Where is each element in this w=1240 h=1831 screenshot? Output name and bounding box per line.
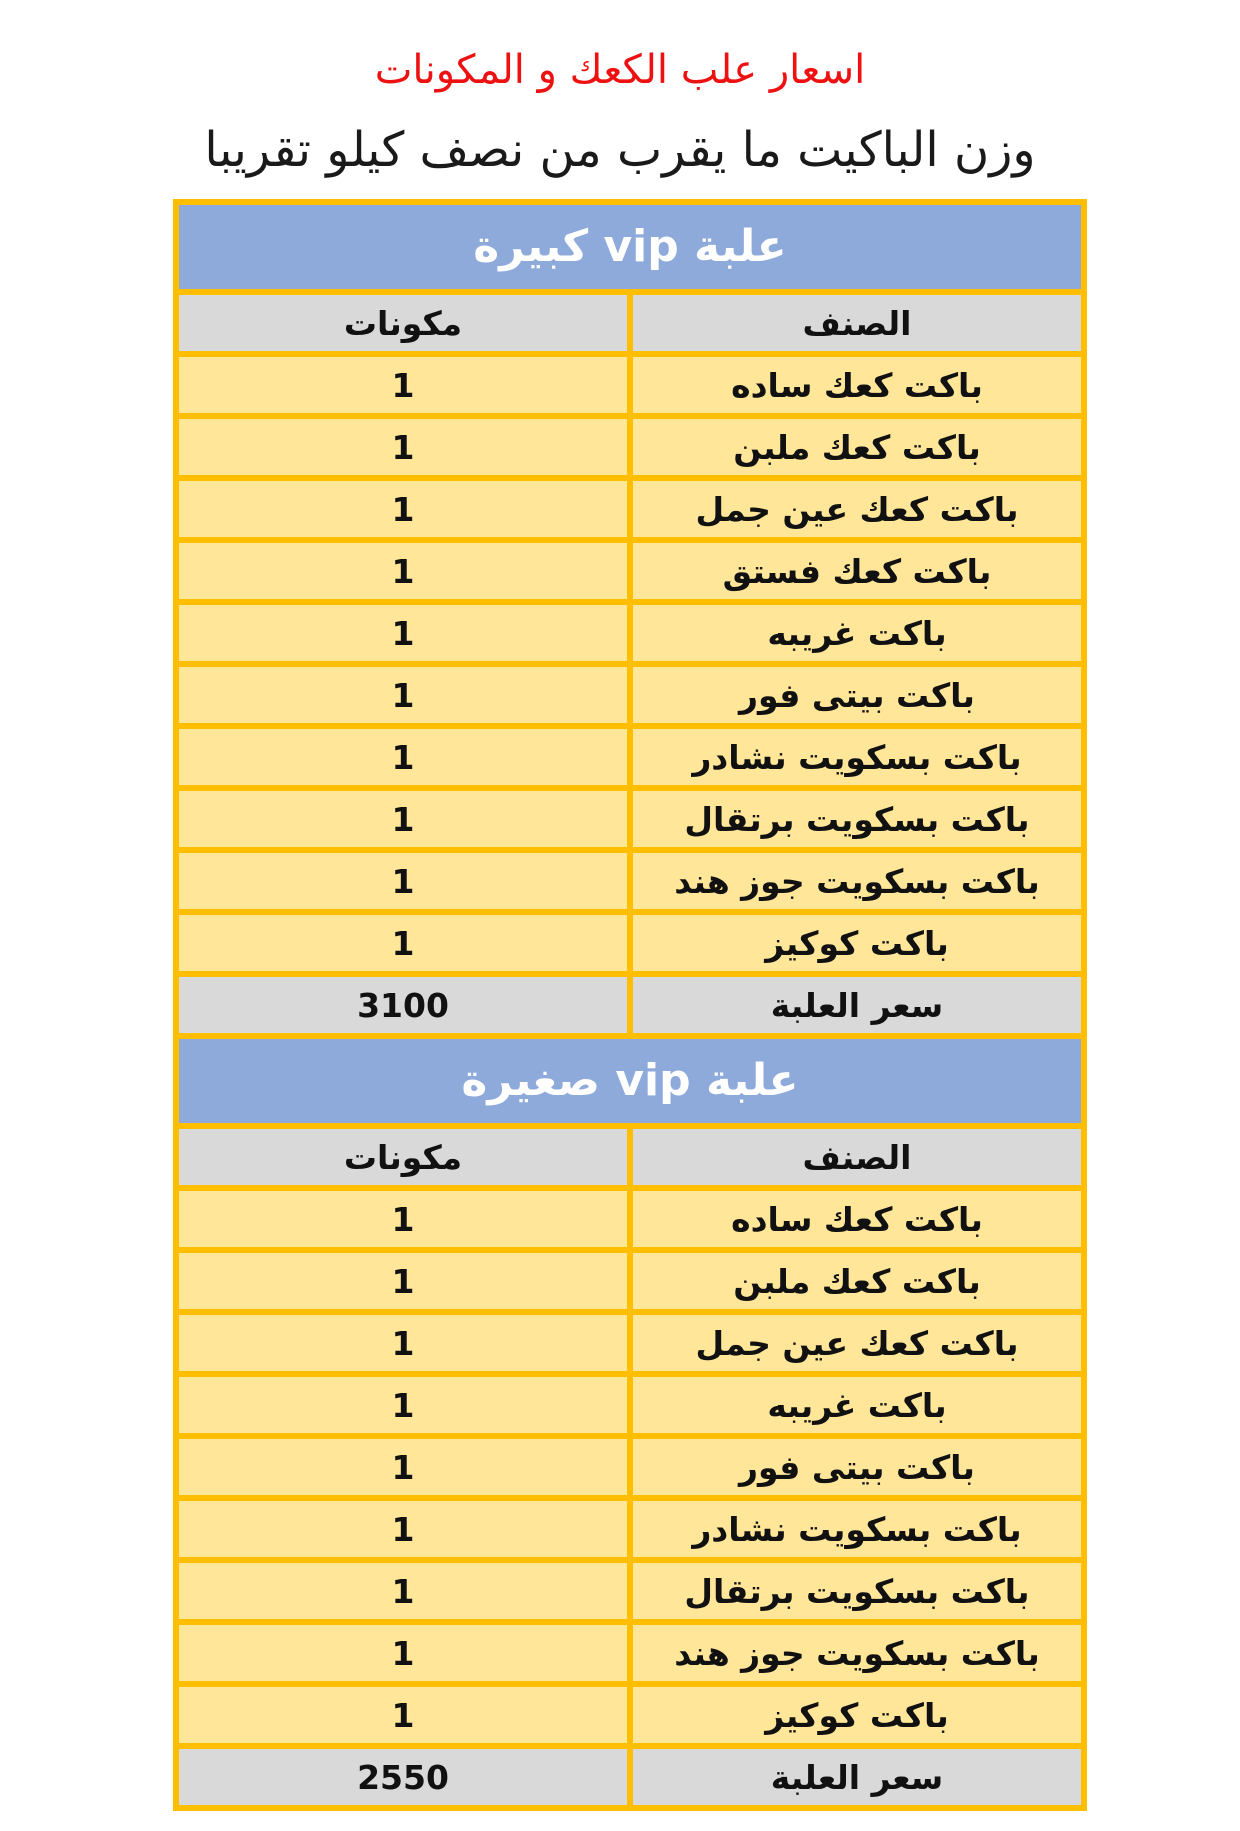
table-row — [176, 664, 1084, 726]
item-name: باكت كعك عين جمل — [630, 1312, 1084, 1374]
item-name: باكت غريبه — [630, 602, 1084, 664]
item-qty: 1 — [176, 664, 630, 726]
box-title-row — [176, 202, 1084, 292]
item-name: باكت بسكويت جوز هند — [630, 1622, 1084, 1684]
column-header-row — [176, 292, 1084, 354]
item-qty: 1 — [176, 1250, 630, 1312]
item-name: باكت كعك ملبن — [630, 1250, 1084, 1312]
box-title: علبة vip صغيرة — [176, 1036, 1084, 1126]
box-title: علبة vip كبيرة — [176, 202, 1084, 292]
price-row — [176, 1746, 1084, 1808]
table-row — [176, 1622, 1084, 1684]
item-name: باكت كوكيز — [630, 1684, 1084, 1746]
table-row — [176, 1374, 1084, 1436]
table-row — [176, 850, 1084, 912]
column-header-qty: مكونات — [176, 1126, 630, 1188]
column-header-item: الصنف — [630, 1126, 1084, 1188]
item-qty: 1 — [176, 1560, 630, 1622]
table-row — [176, 540, 1084, 602]
table-row — [176, 1436, 1084, 1498]
table-row — [176, 602, 1084, 664]
page-subtitle: وزن الباكيت ما يقرب من نصف كيلو تقريبا — [204, 122, 1036, 178]
item-qty: 1 — [176, 602, 630, 664]
column-header-qty: مكونات — [176, 292, 630, 354]
item-name: باكت بسكويت نشادر — [630, 726, 1084, 788]
price-table-body — [176, 202, 1084, 1808]
price-value: 2550 — [176, 1746, 630, 1808]
item-name: باكت كعك ساده — [630, 1188, 1084, 1250]
price-label: سعر العلبة — [630, 974, 1084, 1036]
table-row — [176, 1498, 1084, 1560]
table-row — [176, 912, 1084, 974]
price-table — [173, 199, 1087, 1811]
item-qty: 1 — [176, 1188, 630, 1250]
item-qty: 1 — [176, 850, 630, 912]
item-name: باكت بسكويت برتقال — [630, 1560, 1084, 1622]
table-row — [176, 1312, 1084, 1374]
item-name: باكت بسكويت برتقال — [630, 788, 1084, 850]
price-value: 3100 — [176, 974, 630, 1036]
item-qty: 1 — [176, 354, 630, 416]
table-row — [176, 1250, 1084, 1312]
item-name: باكت كعك عين جمل — [630, 478, 1084, 540]
item-qty: 1 — [176, 1684, 630, 1746]
item-name: باكت كعك فستق — [630, 540, 1084, 602]
table-row — [176, 726, 1084, 788]
table-row — [176, 478, 1084, 540]
item-qty: 1 — [176, 1498, 630, 1560]
item-qty: 1 — [176, 1374, 630, 1436]
item-qty: 1 — [176, 788, 630, 850]
box-title-row — [176, 1036, 1084, 1126]
table-row — [176, 1684, 1084, 1746]
column-header-row — [176, 1126, 1084, 1188]
item-name: باكت بيتى فور — [630, 1436, 1084, 1498]
table-row — [176, 788, 1084, 850]
item-name: باكت غريبه — [630, 1374, 1084, 1436]
table-row — [176, 1188, 1084, 1250]
item-name: باكت كعك ساده — [630, 354, 1084, 416]
item-qty: 1 — [176, 1622, 630, 1684]
item-qty: 1 — [176, 726, 630, 788]
item-name: باكت بيتى فور — [630, 664, 1084, 726]
item-qty: 1 — [176, 478, 630, 540]
item-name: باكت بسكويت نشادر — [630, 1498, 1084, 1560]
price-row — [176, 974, 1084, 1036]
item-qty: 1 — [176, 912, 630, 974]
item-name: باكت كعك ملبن — [630, 416, 1084, 478]
item-qty: 1 — [176, 1312, 630, 1374]
item-name: باكت كوكيز — [630, 912, 1084, 974]
table-row — [176, 1560, 1084, 1622]
page-title: اسعار علب الكعك و المكونات — [374, 47, 866, 93]
item-name: باكت بسكويت جوز هند — [630, 850, 1084, 912]
table-row — [176, 416, 1084, 478]
item-qty: 1 — [176, 1436, 630, 1498]
table-row — [176, 354, 1084, 416]
item-qty: 1 — [176, 416, 630, 478]
price-label: سعر العلبة — [630, 1746, 1084, 1808]
item-qty: 1 — [176, 540, 630, 602]
column-header-item: الصنف — [630, 292, 1084, 354]
